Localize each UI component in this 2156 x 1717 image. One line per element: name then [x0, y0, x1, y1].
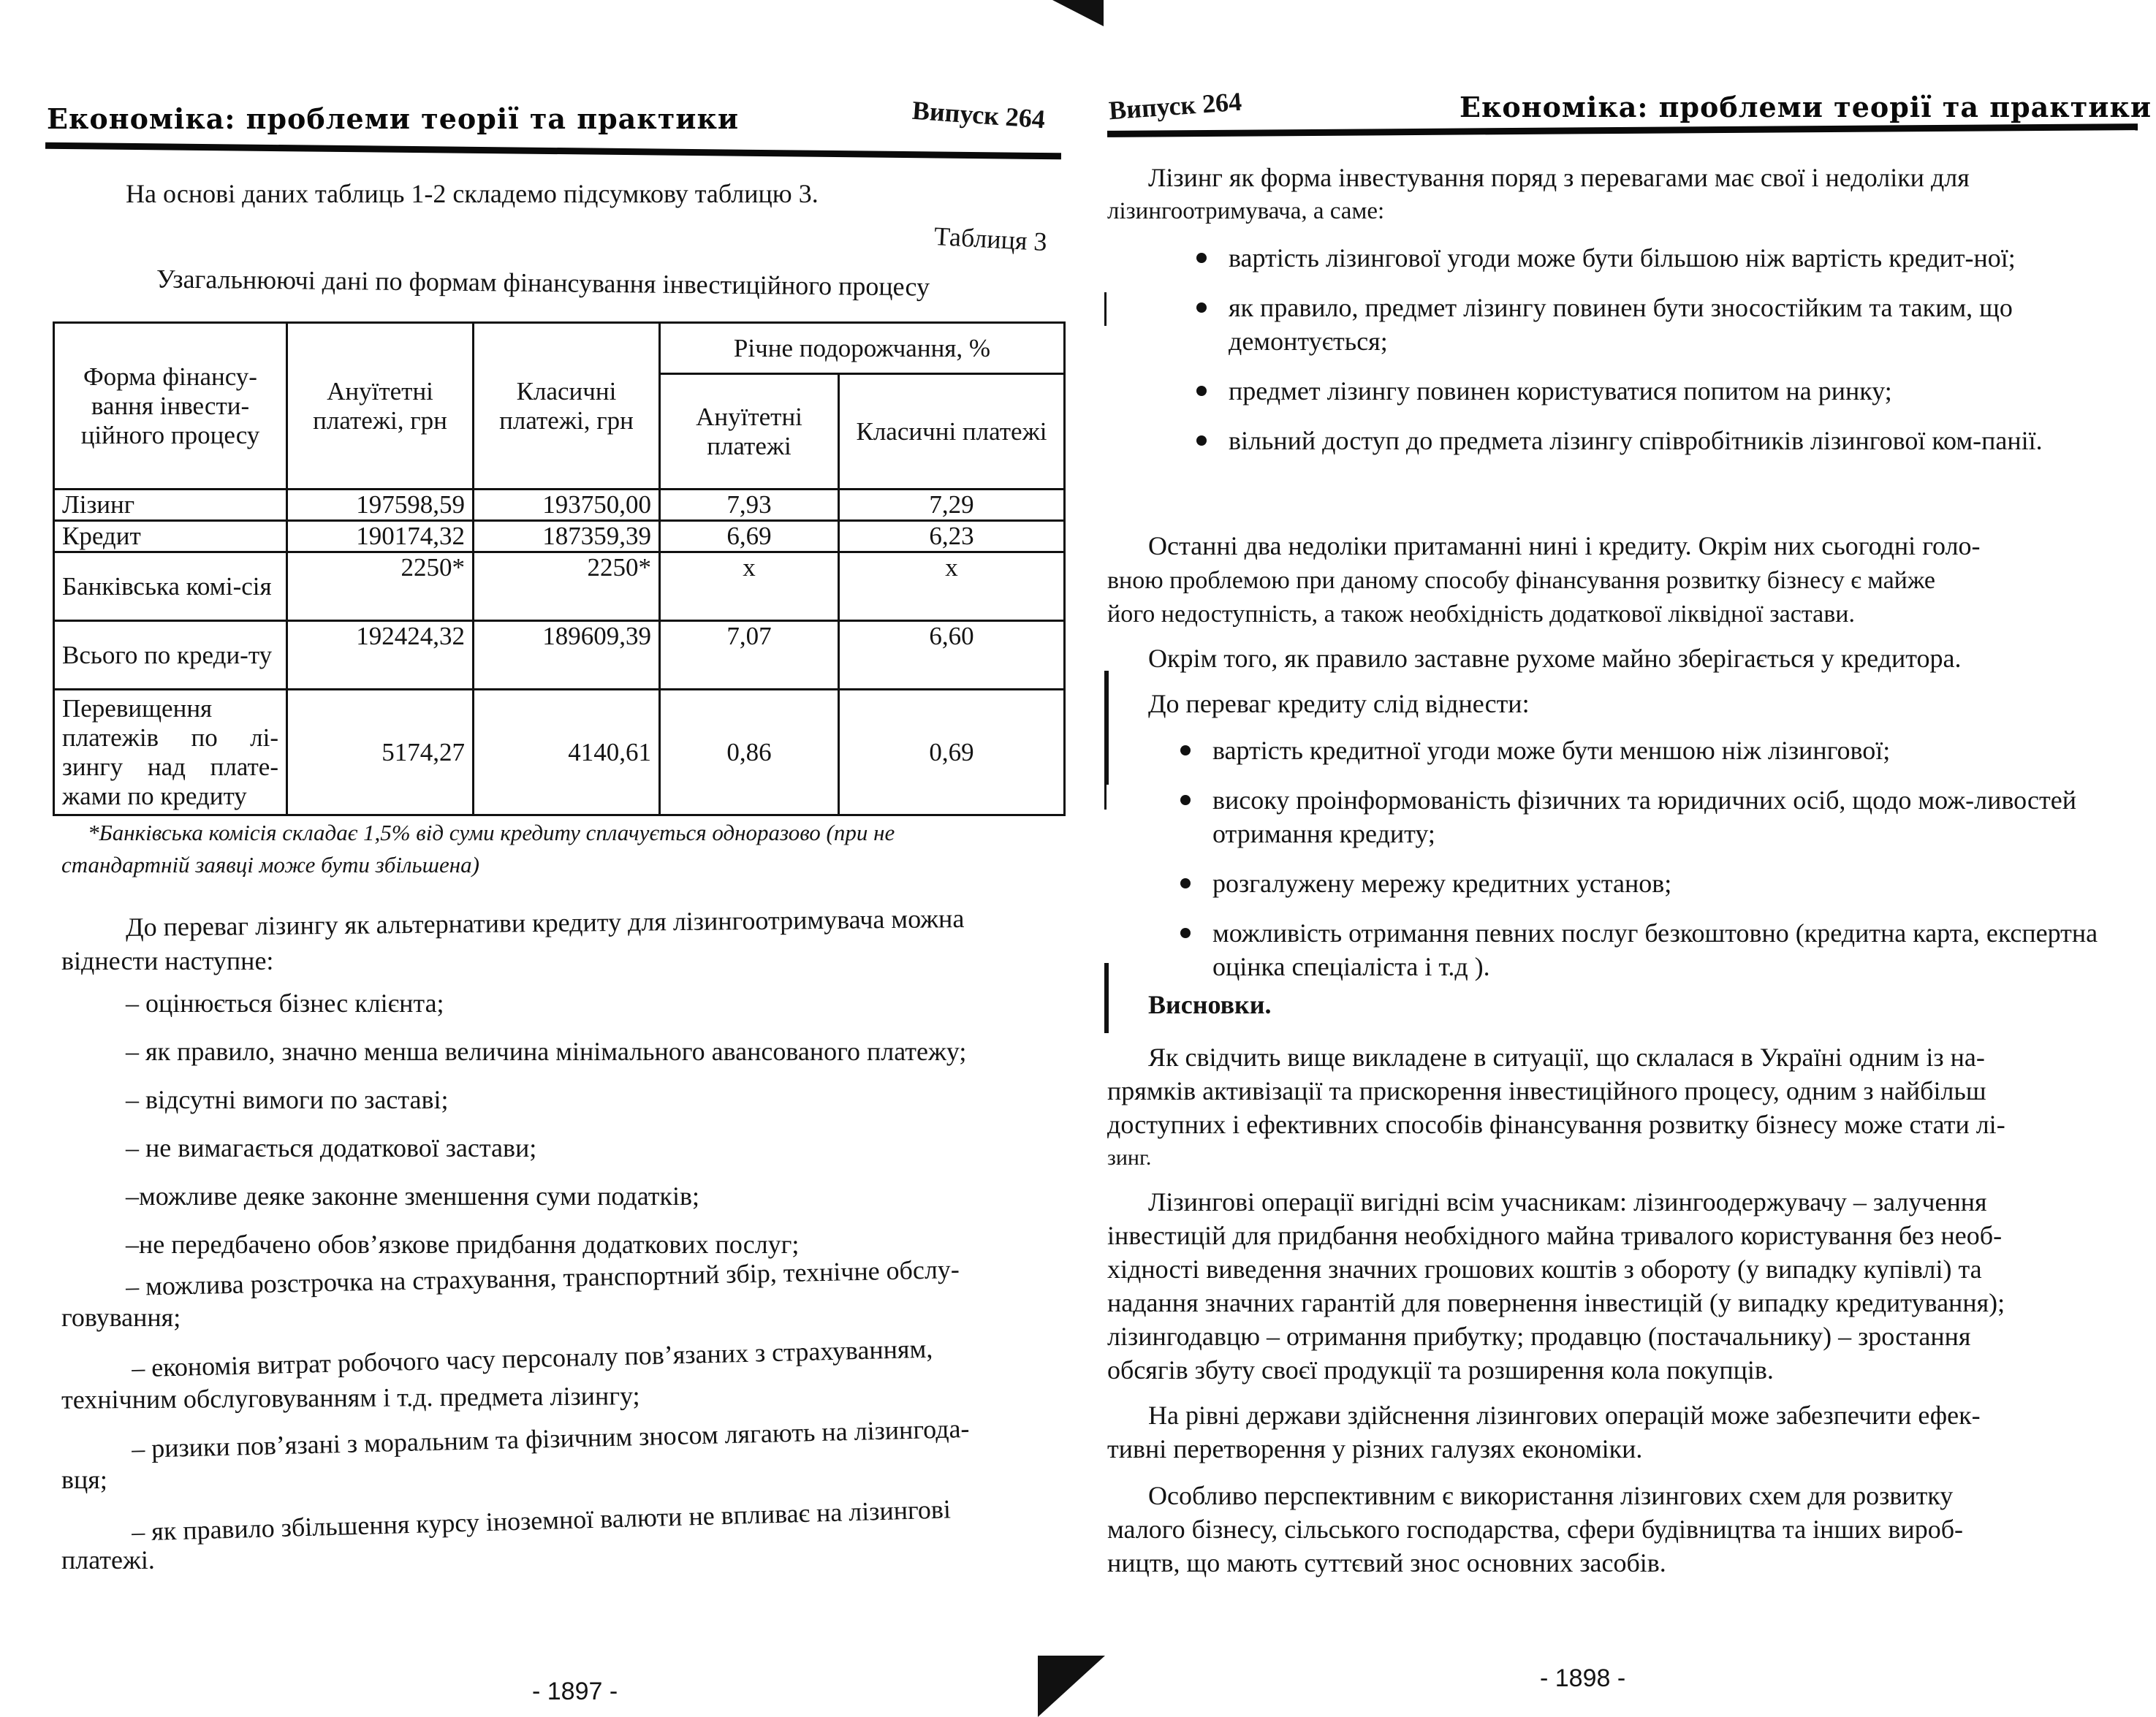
conclusion-3-line-1: На рівні держави здійснення лізингових операцій може забезпечити ефек- — [1148, 1401, 1981, 1430]
conclusion-4-line-2: малого бізнесу, сільського господарства, сфери будівництва та інших вироб- — [1107, 1515, 1964, 1544]
table-cell-annual-annuity: 6,69 — [660, 521, 839, 552]
header-rule-left — [45, 142, 1061, 160]
conclusion-2-line-3: хідності виведення значних грошових коштів з обороту (у випадку купівлі) та — [1107, 1255, 1982, 1284]
margin-mark — [1104, 963, 1109, 1033]
advantages-intro-1: До переваг лізингу як альтернативи кредиту для лізингоотримувача можна — [125, 903, 965, 943]
paragraph-4: До переваг кредиту слід віднести: — [1148, 689, 1530, 718]
table-header-annual: Річне подорожчання, % — [660, 323, 1065, 374]
table-header-annuity: Ануїтетні платежі, грн — [287, 323, 474, 490]
list-item: можливість отримання певних послуг безкоштовно (кредитна карта, експертна оцінка спеціаліста і т.д ). — [1172, 916, 2129, 983]
conclusion-2-line-6: обсягів збуту своєї продукції та розширення кола покупців. — [1107, 1355, 1774, 1385]
advantage-9-line-2: вця; — [61, 1465, 107, 1494]
conclusion-1-line-1: Як свідчить вище викладене в ситуації, що склалася в Україні одним із на- — [1148, 1043, 1985, 1072]
summary-table — [53, 321, 1066, 816]
list-item: високу проінформованість фізичних та юридичних осіб, щодо мож-ливостей отримання кредиту; — [1172, 783, 2129, 850]
footnote-line-2: стандартній заявці може бути збільшена) — [61, 852, 479, 877]
advantage-10-line-1: – як правило збільшення курсу іноземної валюти не впливає на лізингові — [131, 1494, 952, 1547]
table-cell-classic: 193750,00 — [474, 490, 660, 521]
list-item: як правило, предмет лізингу повинен бути зносостійким та таким, що демонтується; — [1188, 291, 2130, 358]
table-cell-classic: 4140,61 — [474, 690, 660, 815]
paragraph-2-line-2: вною проблемою при даному способу фінансування розвитку бізнесу є майже — [1107, 567, 1935, 594]
journal-title-right: Економіка: проблеми теорії та практики — [1460, 91, 2152, 123]
page-number-right: - 1898 - — [1540, 1664, 1626, 1692]
leasing-drawbacks-list — [1188, 241, 2130, 473]
table-cell-form: Кредит — [54, 521, 287, 552]
page-number-left: - 1897 - — [532, 1678, 618, 1705]
right-page — [1078, 0, 2156, 1717]
table-row — [54, 521, 1065, 552]
table-cell-annuity: 2250* — [287, 552, 474, 621]
table-caption: Узагальнюючі дані по формам фінансування інвестиційного процесу — [156, 264, 930, 302]
table-cell-form: Лізинг — [54, 490, 287, 521]
conclusion-2-line-4: надання значних гарантій для повернення інвестицій (у випадку кредитування); — [1107, 1288, 2005, 1317]
drawbacks-intro-2: лізингоотримувача, а саме: — [1107, 198, 1385, 224]
conclusion-4-line-3: ництв, що мають суттєвий знос основних засобів. — [1107, 1548, 1666, 1577]
table-cell-form: Перевищення платежів по лі-зингу над плате-жами по кредиту — [54, 690, 287, 815]
table-row — [54, 621, 1065, 690]
table-cell-annual-classic: 6,60 — [839, 621, 1065, 690]
table-cell-annual-annuity: 0,86 — [660, 690, 839, 815]
table-cell-annual-classic: х — [839, 552, 1065, 621]
table-label: Таблиця 3 — [933, 221, 1048, 257]
list-item: предмет лізингу повинен користуватися попитом на ринку; — [1188, 374, 2130, 408]
table-cell-annual-classic: 7,29 — [839, 490, 1065, 521]
advantage-10-line-2: платежі. — [61, 1545, 155, 1575]
table-cell-annuity: 192424,32 — [287, 621, 474, 690]
list-item: вартість лізингової угоди може бути більшою ніж вартість кредит-ної; — [1188, 241, 2130, 275]
table-row — [54, 690, 1065, 815]
conclusion-2-line-5: лізингодавцю – отримання прибутку; продавцю (постачальнику) – зростання — [1107, 1322, 1971, 1351]
advantage-7-line-1: – можлива розстрочка на страхування, транспортний збір, технічне обслу- — [125, 1255, 960, 1301]
margin-mark — [1104, 671, 1109, 785]
margin-mark — [1104, 292, 1107, 326]
spine-shadow-top — [1052, 0, 1104, 26]
journal-title-left: Економіка: проблеми теорії та практики — [47, 102, 740, 135]
advantage-7-line-2: говування; — [61, 1303, 181, 1332]
list-item: вартість кредитної угоди може бути меншою ніж лізингової; — [1172, 734, 2129, 767]
list-item: –можливе деяке законне зменшення суми податків; — [126, 1181, 699, 1211]
leasing-advantages-list — [126, 986, 1068, 1276]
table-header-annual-annuity: Ануїтетні платежі — [660, 374, 839, 490]
drawbacks-intro-1: Лізинг як форма інвестування поряд з перевагами має свої і недоліки для — [1148, 163, 1970, 192]
table-row — [54, 552, 1065, 621]
paragraph-3: Окрім того, як правило заставне рухоме майно зберігається у кредитора. — [1148, 644, 1962, 673]
conclusion-1-line-4: зинг. — [1107, 1146, 1152, 1170]
list-item: –не передбачено обов’язкове придбання додаткових послуг; — [126, 1230, 800, 1259]
table-cell-classic: 2250* — [474, 552, 660, 621]
advantage-8-line-1: – економія витрат робочого часу персоналу пов’язаних з страхуванням, — [131, 1333, 933, 1383]
list-item: – як правило, значно менша величина мінімального авансованого платежу; — [126, 1037, 967, 1066]
list-item: – не вимагається додаткової застави; — [126, 1133, 537, 1162]
advantage-8-line-2: технічним обслуговуванням і т.д. предмета лізингу; — [61, 1381, 640, 1415]
table-cell-form: Банківська комі-сія — [54, 552, 287, 621]
credit-advantages-list — [1172, 734, 2129, 1000]
conclusion-1-line-2: прямків активізації та прискорення інвестиційного процесу, одним з найбільш — [1107, 1076, 1986, 1105]
table-cell-classic: 187359,39 — [474, 521, 660, 552]
header-rule-right — [1107, 123, 2138, 137]
issue-label-left: Випуск 264 — [911, 95, 1047, 134]
table-cell-annual-annuity: 7,93 — [660, 490, 839, 521]
conclusion-3-line-2: тивні перетворення у різних галузях економіки. — [1107, 1434, 1643, 1463]
table-cell-annual-classic: 6,23 — [839, 521, 1065, 552]
paragraph-2-line-1: Останні два недоліки притаманні нині і кредиту. Окрім них сьогодні голо- — [1148, 531, 1981, 560]
table-header-annual-classic: Класичні платежі — [839, 374, 1065, 490]
advantage-9-line-1: – ризики пов’язані з моральним та фізичним зносом лягають на лізингода- — [131, 1413, 970, 1464]
footnote-line-1: *Банківська комісія складає 1,5% від суми кредиту сплачується одноразово (при не — [88, 820, 895, 845]
conclusion-2-line-1: Лізингові операції вигідні всім учасникам: лізингоодержувачу – залучення — [1148, 1187, 1987, 1217]
table-cell-annuity: 197598,59 — [287, 490, 474, 521]
list-item: – оцінюється бізнес клієнта; — [126, 989, 444, 1018]
table-cell-annuity: 5174,27 — [287, 690, 474, 815]
table-cell-annual-annuity: 7,07 — [660, 621, 839, 690]
table-cell-annual-classic: 0,69 — [839, 690, 1065, 815]
table-cell-classic: 189609,39 — [474, 621, 660, 690]
conclusion-2-line-2: інвестицій для придбання необхідного майна тривалого користування без необ- — [1107, 1221, 2003, 1250]
conclusion-4-line-1: Особливо перспективним є використання лізингових схем для розвитку — [1148, 1481, 1954, 1510]
paragraph-2-line-3: його недоступність, а також необхідність додаткової ліквідної застави. — [1107, 601, 1855, 628]
table-header-form: Форма фінансу-вання інвести-ційного процесу — [54, 323, 287, 490]
table-cell-form: Всього по креди-ту — [54, 621, 287, 690]
table-header-classic: Класичні платежі, грн — [474, 323, 660, 490]
list-item: – відсутні вимоги по заставі; — [126, 1085, 449, 1114]
spine-shadow-bottom — [1038, 1656, 1105, 1717]
issue-label-right: Випуск 264 — [1107, 86, 1243, 126]
conclusion-1-line-3: доступних і ефективних способів фінансування розвитку бізнесу може стати лі- — [1107, 1110, 2005, 1139]
conclusions-heading: Висновки. — [1148, 990, 1272, 1019]
intro-text: На основі даних таблиць 1-2 складемо підсумкову таблицю 3. — [126, 179, 819, 208]
table-cell-annuity: 190174,32 — [287, 521, 474, 552]
list-item: вільний доступ до предмета лізингу співробітників лізингової ком-панії. — [1188, 424, 2130, 457]
list-item: розгалужену мережу кредитних установ; — [1172, 867, 2129, 900]
table-row — [54, 490, 1065, 521]
advantages-intro-2: віднести наступне: — [61, 946, 274, 975]
table-cell-annual-annuity: х — [660, 552, 839, 621]
